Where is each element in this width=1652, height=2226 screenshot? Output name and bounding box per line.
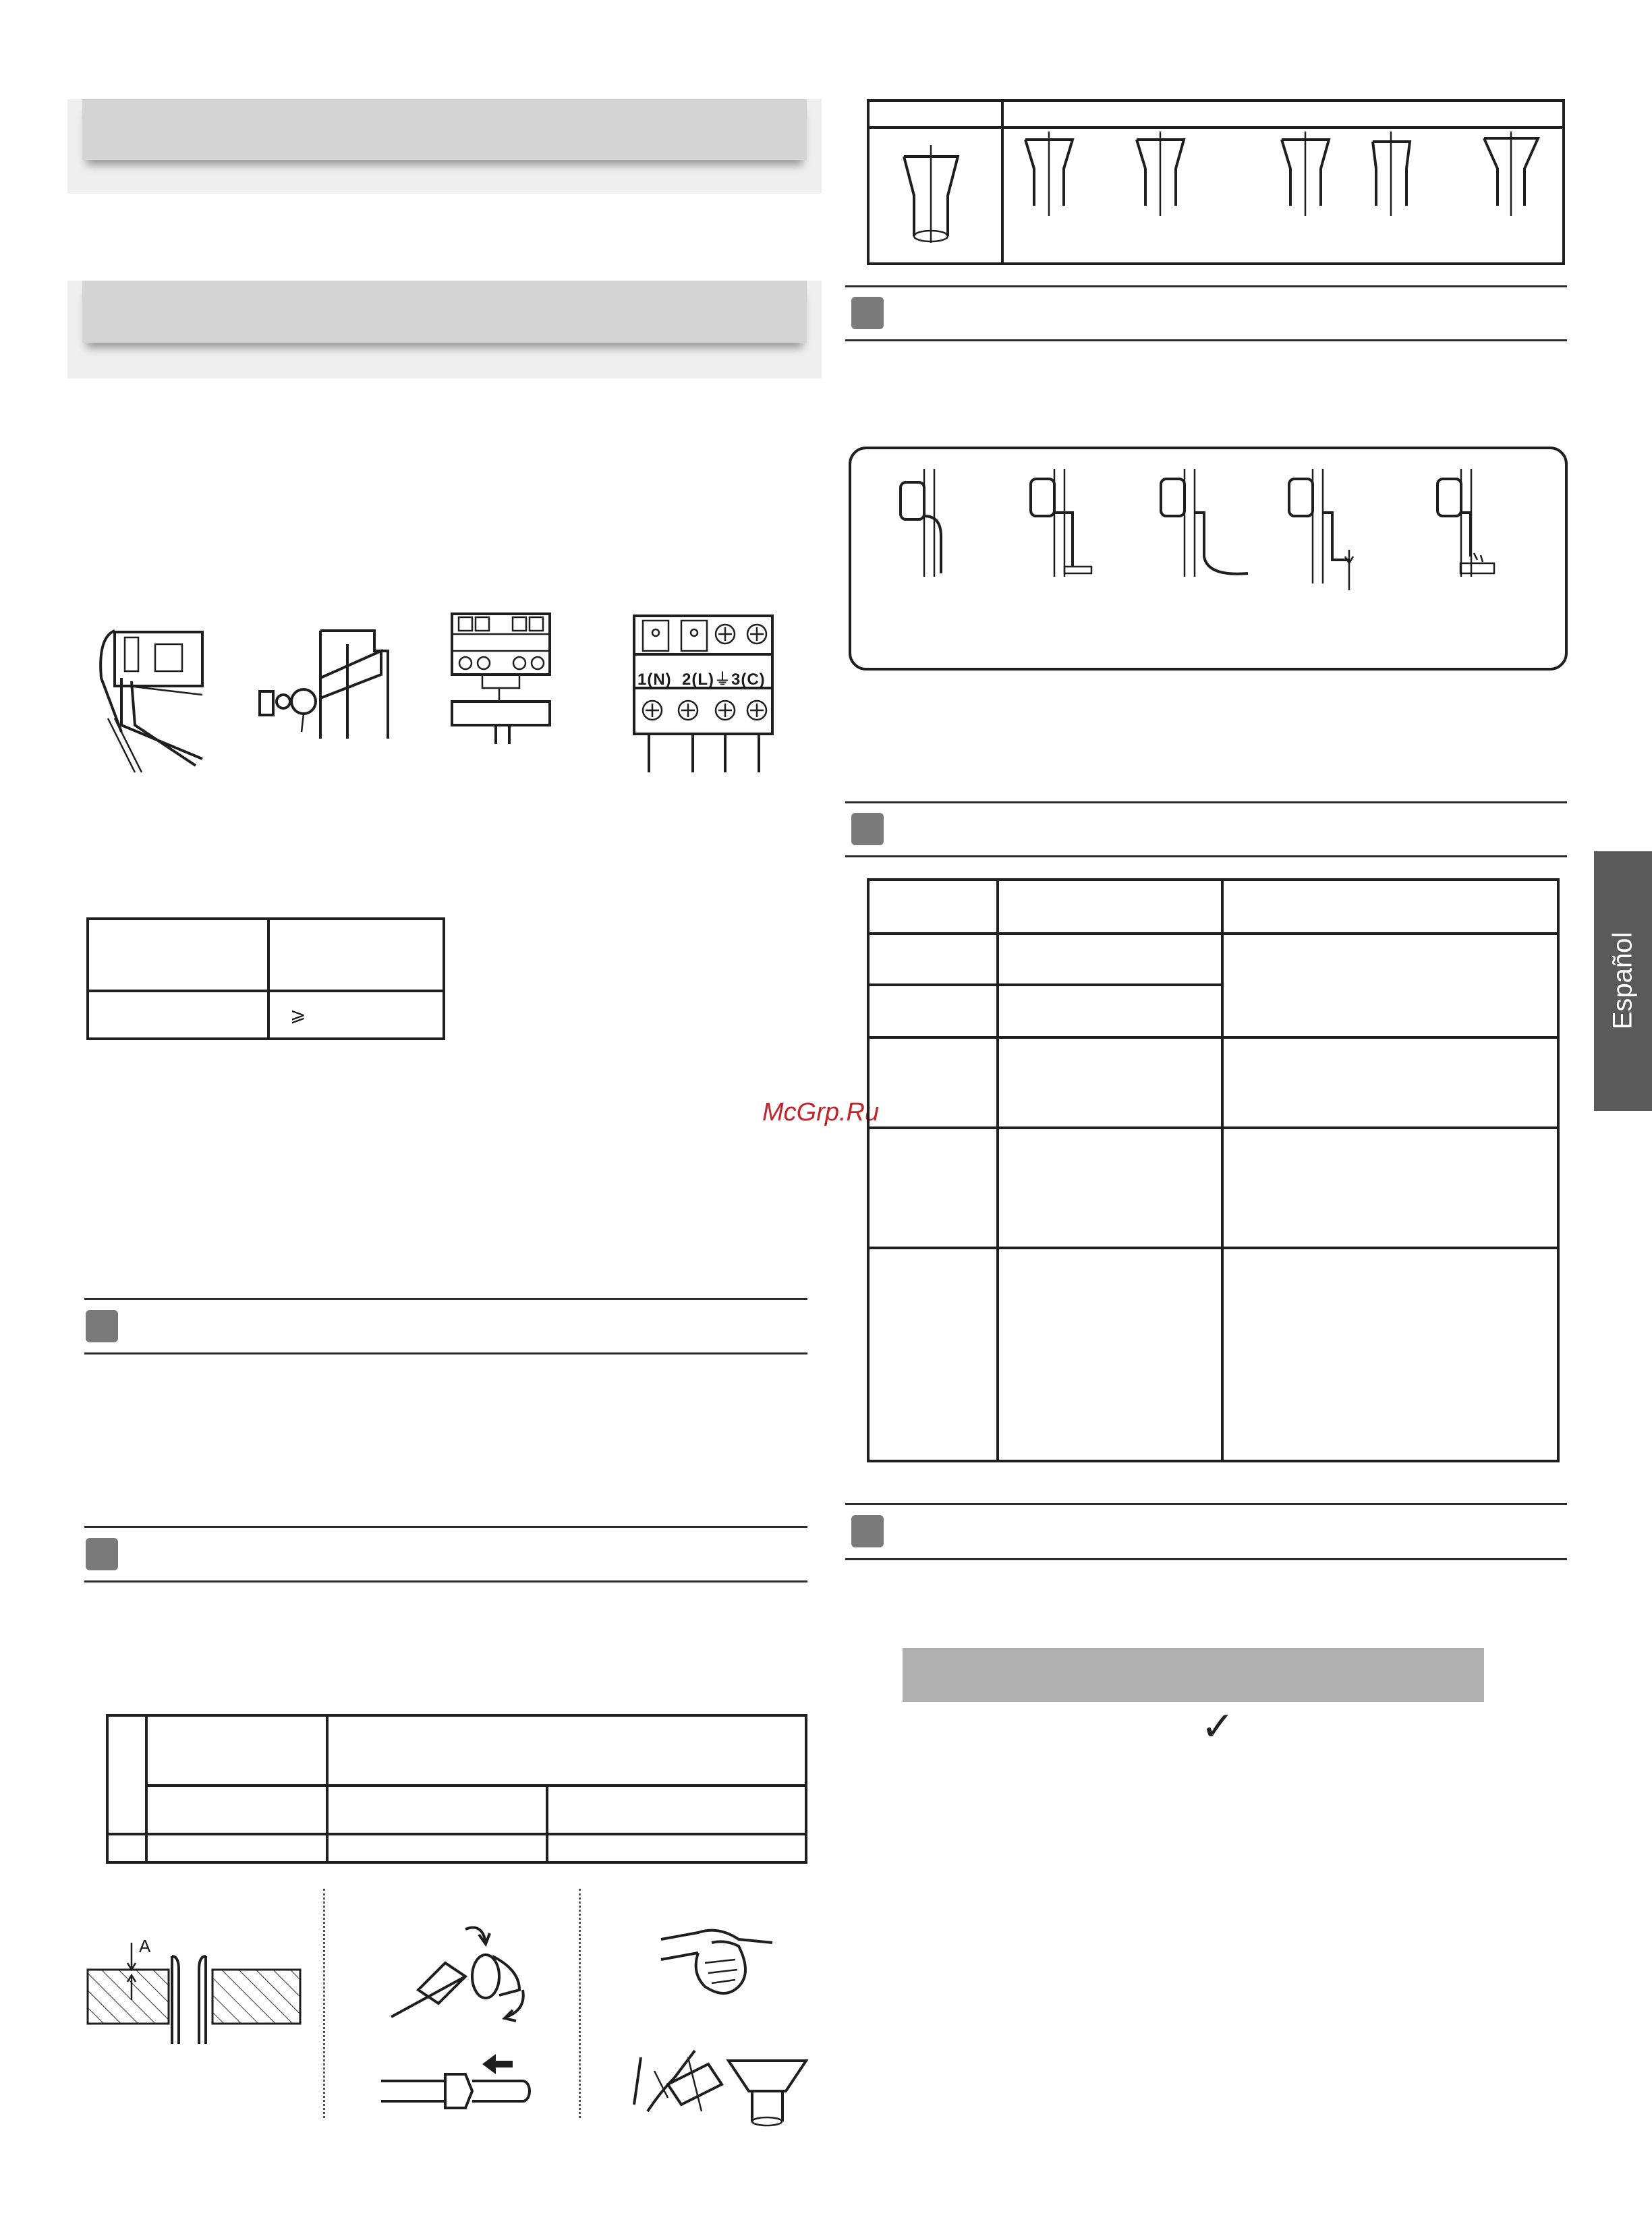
divider-dotted <box>323 1889 325 2118</box>
indoor-unit-terminal-icon <box>94 624 209 772</box>
language-tab-label: Español <box>1607 932 1638 1030</box>
section-rule-bottom <box>84 1580 807 1582</box>
section-number-badge <box>851 813 884 845</box>
section-header-banner-1 <box>67 99 822 194</box>
section-rule-top <box>84 1298 807 1300</box>
dimension-label: A <box>139 1936 151 1956</box>
section-number-badge <box>86 1538 118 1570</box>
section-header-banner-2 <box>67 281 822 378</box>
check-mark-icon: ✓ <box>1201 1703 1235 1750</box>
check-list-table <box>867 878 1560 1462</box>
flaring-tool-icon <box>378 2054 533 2128</box>
wiring-clamp-icon <box>449 610 557 745</box>
wrench-tightening-icon <box>627 2037 729 2125</box>
pipe-cutter-icon <box>384 1916 546 2030</box>
section-rule-top <box>845 801 1567 803</box>
greater-or-equal-symbol: ⩾ <box>290 1004 306 1025</box>
terminal-labels: 1(N) 2(L)⏚3(C) <box>637 670 766 689</box>
section-number-badge <box>851 297 884 329</box>
divider-dotted <box>579 1889 581 2118</box>
section-number-badge <box>86 1310 118 1342</box>
ring-terminal-icon <box>253 624 388 745</box>
hand-tightening-icon <box>658 1912 779 2007</box>
language-tab[interactable] <box>1594 851 1652 1111</box>
drain-hose-icon <box>897 462 1538 597</box>
test-operation-bar <box>903 1648 1484 1702</box>
flare-cross-section-icon <box>84 1936 307 2044</box>
flared-pipe-icon <box>725 2054 809 2125</box>
watermark: McGrp.Ru <box>762 1098 880 1126</box>
section-rule-top <box>845 1503 1567 1505</box>
section-rule-bottom <box>84 1352 807 1354</box>
pipe-torque-table <box>106 1714 807 1864</box>
section-rule-top <box>84 1526 807 1528</box>
terminal-block-icon <box>631 614 776 776</box>
section-rule-bottom <box>845 339 1567 341</box>
section-rule-bottom <box>845 855 1567 857</box>
wire-spec-table <box>86 917 445 1040</box>
section-rule-bottom <box>845 1558 1567 1560</box>
incorrect-flare-icon <box>1022 132 1652 219</box>
section-number-badge <box>851 1515 884 1547</box>
correct-flare-icon <box>901 142 961 243</box>
section-rule-top <box>845 285 1567 287</box>
